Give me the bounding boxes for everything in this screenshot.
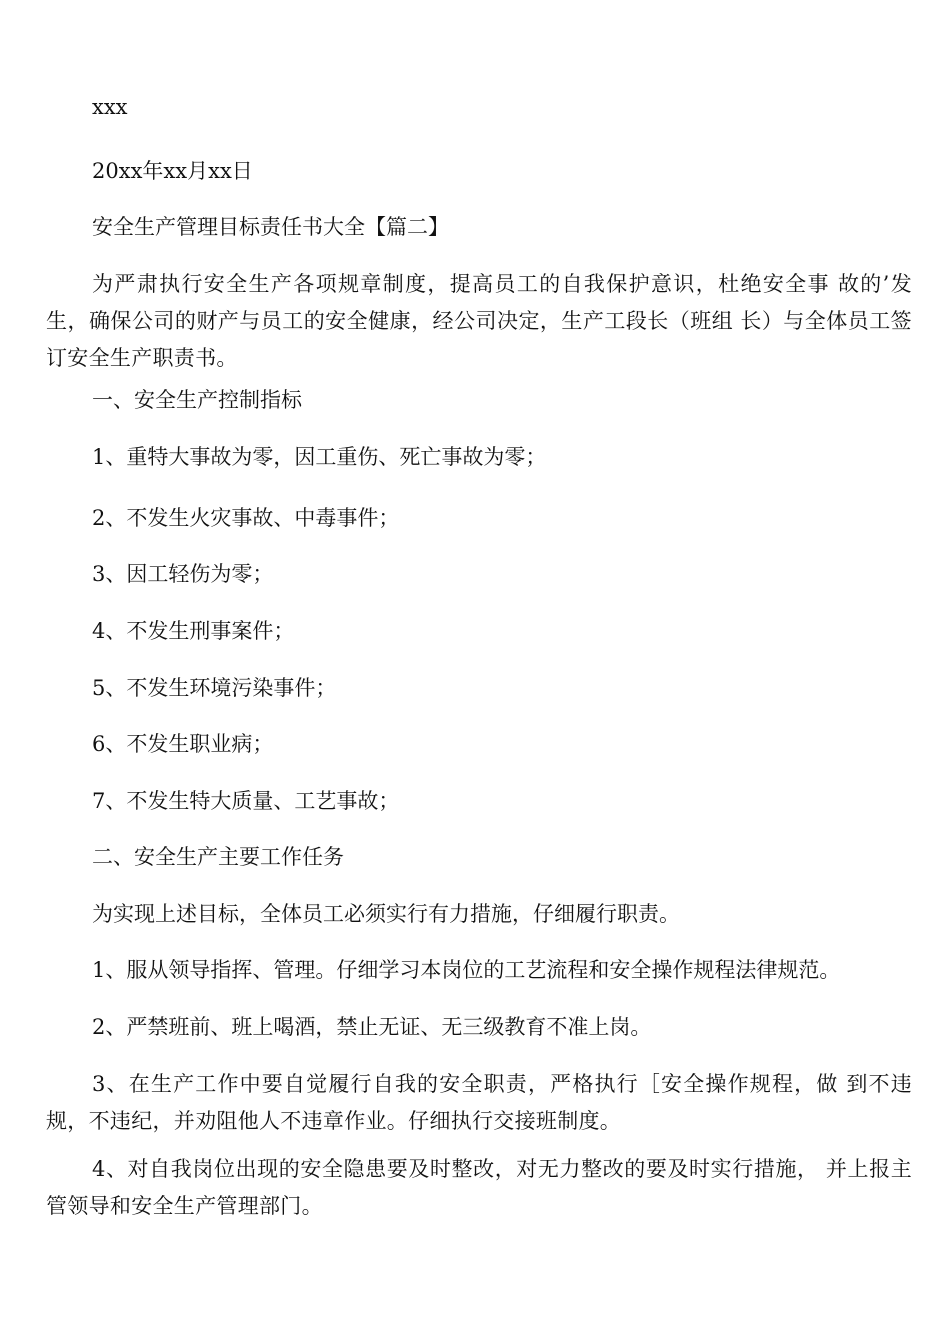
part2-item: 3、在生产工作中要自觉履行自我的安全职责，严格执行［安全操作规程，做 到不违规，不违纪，并劝阻他人不违章作业。仔细执行交接班制度。 [46,1072,912,1133]
part1-heading: 一、安全生产控制指标 [92,388,302,412]
part1-item: 6、不发生职业病； [92,732,274,756]
part1-item: 1、重特大事故为零，因工重伤、死亡事故为零； [92,445,547,469]
part2-item: 2、严禁班前、班上喝酒，禁止无证、无三级教育不准上岗。 [92,1015,652,1039]
part1-item: 7、不发生特大质量、工艺事故； [92,789,400,813]
signer-name: xxx [92,95,128,119]
part1-item: 2、不发生火灾事故、中毒事件； [92,506,400,530]
part2-heading: 二、安全生产主要工作任务 [92,845,344,869]
part2-item: 1、服从领导指挥、管理。仔细学习本岗位的工艺流程和安全操作规程法律规范。 [92,958,841,982]
intro-paragraph: 为严肃执行安全生产各项规章制度，提高员工的自我保护意识，杜绝安全事 故的’发生，确保公司的财产与员工的安全健康，经公司决定，生产工段长（班组 长）与全体员工签订安全生产职责书。 [46,272,912,370]
part1-item: 5、不发生环境污染事件； [92,676,337,700]
part2-item: 4、对自我岗位出现的安全隐患要及时整改，对无力整改的要及时实行措施， 并上报主管领导和安全生产管理部门。 [46,1157,912,1218]
part1-item: 4、不发生刑事案件； [92,619,295,643]
document-date: 20xx年xx月xx日 [92,159,253,183]
part1-item: 3、因工轻伤为零； [92,562,274,586]
part2-lead: 为实现上述目标，全体员工必须实行有力措施，仔细履行职责。 [92,902,680,926]
section-title: 安全生产管理目标责任书大全【篇二】 [92,215,449,239]
